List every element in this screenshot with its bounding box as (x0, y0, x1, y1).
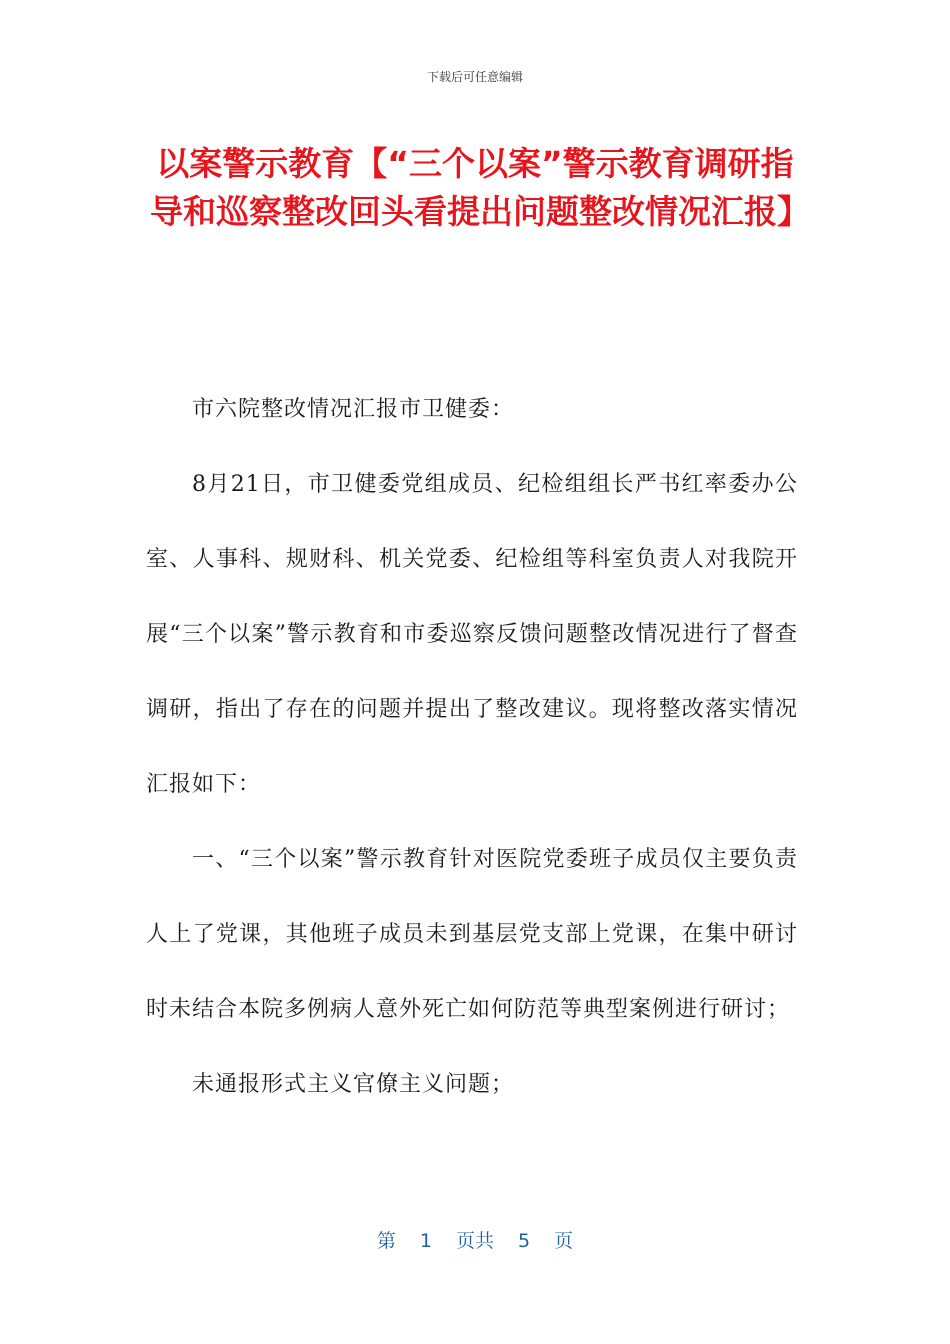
document-body (146, 372, 798, 1122)
page-prefix: 第 (376, 1230, 396, 1252)
total-pages-number: 5 (518, 1230, 531, 1252)
paragraph-issue-2: 未通报形式主义官僚主义问题； (192, 1072, 515, 1097)
page-mid-text: 页共 (455, 1230, 494, 1252)
document-title: 以案警示教育【“三个以案”警示教育调研指导和巡察整改回头看提出问题整改情况汇报】 (150, 144, 810, 231)
page-footer (0, 1226, 950, 1253)
current-page-number: 1 (419, 1230, 432, 1252)
paragraph-intro: 8月21日，市卫健委党组成员、纪检组组长严书红率委办公室、人事科、规财科、机关党委、纪检组等科室负责人对我院开展“三个以案”警示教育和市委巡察反馈问题整改情况进行了督查调研，指出了存在的问题并提出了整改建议。现将整改落实情况汇报如下： (146, 472, 798, 797)
page-suffix: 页 (554, 1230, 574, 1252)
paragraph-issue-1: 一、“三个以案”警示教育针对医院党委班子成员仅主要负责人上了党课，其他班子成员未到基层党支部上党课，在集中研讨时未结合本院多例病人意外死亡如何防范等典型案例进行研讨； (146, 847, 798, 1022)
header-note: 下载后可任意编辑 (426, 70, 523, 84)
paragraph-salutation: 市六院整改情况汇报市卫健委： (192, 397, 515, 422)
